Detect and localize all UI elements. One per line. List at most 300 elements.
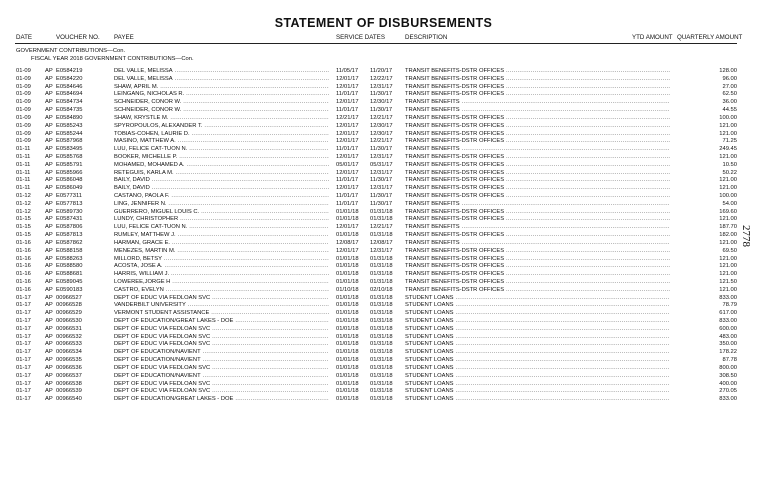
table-row [0, 123, 767, 131]
row-service-start: 12/21/17 [336, 114, 359, 121]
row-voucher: E0587431 [56, 216, 83, 223]
row-date: 01-16 [16, 271, 31, 278]
row-amount: 10.50 [722, 161, 737, 168]
row-service-start: 01/01/18 [336, 372, 359, 379]
row-service-end: 02/10/18 [370, 286, 393, 293]
row-service-end: 12/31/17 [370, 83, 393, 90]
row-date: 01-12 [16, 208, 31, 215]
row-service-end: 01/31/18 [370, 318, 393, 324]
row-amount: 483.00 [719, 333, 737, 340]
row-voucher: E0589045 [56, 278, 83, 285]
table-row [0, 232, 767, 240]
row-amount: 350.00 [719, 341, 737, 348]
row-payee: DEPT OF EDUC VIA FEDLOAN SVC ..... [114, 341, 329, 349]
row-description: TRANSIT BENEFITS-DSTR OFFICES ..... [405, 185, 670, 193]
row-description: STUDENT LOANS ..... [405, 357, 670, 365]
table-row [0, 201, 767, 209]
row-date: 01-15 [16, 232, 31, 239]
row-description: TRANSIT BENEFITS ..... [405, 224, 670, 232]
row-voucher: E0577311 [56, 193, 83, 199]
table-row [0, 381, 767, 389]
row-service-start: 01/01/18 [336, 364, 359, 371]
row-description: TRANSIT BENEFITS ..... [405, 146, 670, 154]
row-service-start: 01/01/18 [336, 208, 359, 215]
row-amount: 121.00 [719, 271, 737, 278]
row-service-start: 12/01/17 [336, 75, 359, 82]
row-service-end: 12/30/17 [370, 99, 393, 106]
row-service-start: 01/01/18 [336, 302, 359, 309]
row-service-start: 01/01/18 [336, 357, 359, 364]
row-voucher: E0583495 [56, 146, 83, 153]
row-amount: 121.50 [719, 278, 737, 285]
table-row [0, 91, 767, 99]
row-date: 01-17 [16, 380, 31, 387]
row-date: 01-17 [16, 333, 31, 340]
table-row [0, 349, 767, 357]
row-voucher: E0584219 [56, 68, 83, 74]
row-amount: 833.00 [719, 294, 737, 301]
row-amount: 121.00 [719, 255, 737, 262]
row-payee: DEPT OF EDUCATION/NAVIENT ..... [114, 357, 329, 365]
row-payee: HARRIS, WILLIAM J. ..... [114, 271, 329, 279]
row-service-end: 01/31/18 [370, 380, 393, 387]
row-ap-code: AP [45, 216, 53, 223]
row-ap-code: AP [45, 161, 53, 168]
row-voucher: 00966539 [56, 388, 82, 395]
row-date: 01-12 [16, 200, 31, 207]
row-payee: MOHAMED, MOHAMED A. ..... [114, 162, 329, 170]
table-row [0, 318, 767, 326]
row-description: STUDENT LOANS ..... [405, 373, 670, 381]
row-amount: 71.25 [722, 138, 737, 145]
row-service-start: 01/01/18 [336, 263, 359, 270]
row-ap-code: AP [45, 372, 53, 379]
row-ap-code: AP [45, 271, 53, 278]
row-service-end: 12/21/17 [370, 138, 393, 145]
row-date: 01-16 [16, 255, 31, 262]
row-payee: LING, JENNIFER N. ..... [114, 201, 329, 209]
row-amount: 96.00 [722, 75, 737, 82]
header-payee: PAYEE [114, 34, 134, 41]
row-description: STUDENT LOANS ..... [405, 318, 670, 326]
row-voucher: E0587862 [56, 239, 83, 246]
table-row [0, 287, 767, 295]
row-payee: DEPT OF EDUC VIA FEDLOAN SVC ..... [114, 381, 329, 389]
row-service-start: 12/01/17 [336, 169, 359, 176]
row-amount: 617.00 [719, 310, 737, 317]
table-row [0, 341, 767, 349]
row-amount: 178.22 [719, 349, 737, 356]
row-amount: 121.00 [719, 122, 737, 129]
row-date: 01-16 [16, 247, 31, 254]
row-service-start: 12/01/17 [336, 122, 359, 129]
row-payee: DEL VALLE, MELISSA ..... [114, 76, 329, 84]
row-voucher: E0588580 [56, 263, 83, 270]
row-amount: 128.00 [719, 68, 737, 74]
row-payee: BOOKER, MICHELLE P. ..... [114, 154, 329, 162]
table-row [0, 295, 767, 303]
table-row [0, 365, 767, 373]
page-number: 2778 [740, 225, 752, 247]
row-service-end: 12/08/17 [370, 239, 393, 246]
row-date: 01-17 [16, 364, 31, 371]
table-row [0, 115, 767, 123]
row-ap-code: AP [45, 333, 53, 340]
row-service-end: 12/31/17 [370, 247, 393, 254]
row-ap-code: AP [45, 357, 53, 364]
row-description: TRANSIT BENEFITS-DSTR OFFICES ..... [405, 287, 670, 295]
row-payee: SHAW, APRIL M. ..... [114, 84, 329, 92]
row-service-start: 11/01/17 [336, 146, 359, 153]
header-description: DESCRIPTION [405, 34, 448, 41]
row-description: STUDENT LOANS ..... [405, 396, 670, 404]
row-service-end: 12/22/17 [370, 75, 393, 82]
row-date: 01-11 [16, 161, 31, 168]
table-row [0, 170, 767, 178]
row-amount: 833.00 [719, 318, 737, 324]
row-date: 01-17 [16, 372, 31, 379]
row-description: STUDENT LOANS ..... [405, 381, 670, 389]
row-voucher: E0585243 [56, 122, 83, 129]
row-service-start: 01/10/18 [336, 286, 359, 293]
row-service-start: 11/01/17 [336, 91, 359, 98]
row-voucher: E0589730 [56, 208, 83, 215]
row-date: 01-17 [16, 294, 31, 301]
row-amount: 121.00 [719, 286, 737, 293]
row-service-end: 01/31/18 [370, 271, 393, 278]
row-ap-code: AP [45, 107, 53, 114]
row-date: 01-11 [16, 177, 31, 184]
row-date: 01-16 [16, 278, 31, 285]
row-payee: DEPT OF EDUC VIA FEDLOAN SVC ..... [114, 334, 329, 342]
row-description: TRANSIT BENEFITS-DSTR OFFICES ..... [405, 256, 670, 264]
row-service-end: 12/30/17 [370, 130, 393, 137]
row-service-end: 01/31/18 [370, 364, 393, 371]
row-service-start: 01/01/18 [336, 271, 359, 278]
row-voucher: E0588158 [56, 247, 83, 254]
row-ap-code: AP [45, 99, 53, 106]
row-ap-code: AP [45, 286, 53, 293]
table-row [0, 216, 767, 224]
row-voucher: E0585768 [56, 153, 83, 160]
row-payee: HARMAN, GRACE E. ..... [114, 240, 329, 248]
row-voucher: E0587968 [56, 138, 83, 145]
row-service-end: 11/30/17 [370, 200, 393, 207]
row-date: 01-09 [16, 99, 31, 106]
row-service-end: 01/31/18 [370, 333, 393, 340]
row-amount: 600.00 [719, 325, 737, 332]
row-ap-code: AP [45, 177, 53, 184]
table-row [0, 326, 767, 334]
row-ap-code: AP [45, 341, 53, 348]
table-row [0, 154, 767, 162]
header-voucher: VOUCHER NO. [56, 34, 100, 41]
row-description: STUDENT LOANS ..... [405, 302, 670, 310]
row-description: STUDENT LOANS ..... [405, 349, 670, 357]
row-description: TRANSIT BENEFITS-DSTR OFFICES ..... [405, 170, 670, 178]
row-payee: DEPT OF EDUC VIA FEDLOAN SVC ..... [114, 388, 329, 396]
row-voucher: 00966533 [56, 341, 82, 348]
table-row [0, 396, 767, 404]
row-ap-code: AP [45, 278, 53, 285]
row-voucher: 00966528 [56, 302, 82, 309]
row-ap-code: AP [45, 396, 53, 403]
row-date: 01-09 [16, 138, 31, 145]
row-description: TRANSIT BENEFITS ..... [405, 107, 670, 115]
row-amount: 121.00 [719, 185, 737, 192]
row-description: TRANSIT BENEFITS-DSTR OFFICES ..... [405, 193, 670, 201]
row-ap-code: AP [45, 75, 53, 82]
row-ap-code: AP [45, 349, 53, 356]
row-description: TRANSIT BENEFITS-DSTR OFFICES ..... [405, 263, 670, 271]
header-ytd-amount: YTD AMOUNT [632, 34, 673, 41]
row-description: TRANSIT BENEFITS-DSTR OFFICES ..... [405, 271, 670, 279]
row-amount: 44.55 [722, 107, 737, 114]
row-service-start: 01/01/18 [336, 255, 359, 262]
row-description: TRANSIT BENEFITS-DSTR OFFICES ..... [405, 209, 670, 217]
row-service-end: 01/31/18 [370, 349, 393, 356]
row-payee: SPYROPOULOS, ALEXANDER T. ..... [114, 123, 329, 131]
row-ap-code: AP [45, 130, 53, 137]
table-row [0, 99, 767, 107]
row-date: 01-12 [16, 193, 31, 199]
row-ap-code: AP [45, 224, 53, 231]
row-ap-code: AP [45, 114, 53, 121]
row-description: TRANSIT BENEFITS-DSTR OFFICES ..... [405, 68, 670, 76]
row-description: TRANSIT BENEFITS-DSTR OFFICES ..... [405, 154, 670, 162]
row-service-end: 01/31/18 [370, 396, 393, 403]
row-payee: MENEZES, MARTIN M. ..... [114, 248, 329, 256]
row-service-end: 11/30/17 [370, 193, 393, 199]
row-date: 01-09 [16, 75, 31, 82]
row-description: TRANSIT BENEFITS-DSTR OFFICES ..... [405, 248, 670, 256]
table-row [0, 388, 767, 396]
table-row [0, 240, 767, 248]
row-voucher: 00966537 [56, 372, 82, 379]
row-amount: 121.00 [719, 239, 737, 246]
row-description: TRANSIT BENEFITS-DSTR OFFICES ..... [405, 177, 670, 185]
row-description: TRANSIT BENEFITS-DSTR OFFICES ..... [405, 232, 670, 240]
row-description: TRANSIT BENEFITS ..... [405, 201, 670, 209]
row-date: 01-17 [16, 388, 31, 395]
row-payee: MILLORD, BETSY ..... [114, 256, 329, 264]
row-service-end: 01/31/18 [370, 255, 393, 262]
row-voucher: E0586049 [56, 185, 83, 192]
row-date: 01-09 [16, 107, 31, 114]
row-service-end: 01/31/18 [370, 294, 393, 301]
row-amount: 36.00 [722, 99, 737, 106]
row-service-end: 01/31/18 [370, 232, 393, 239]
row-voucher: E0584694 [56, 91, 83, 98]
table-row [0, 146, 767, 154]
row-date: 01-17 [16, 325, 31, 332]
row-ap-code: AP [45, 364, 53, 371]
table-row [0, 209, 767, 217]
row-payee: SHAW, KRYSTLE M. ..... [114, 115, 329, 123]
row-service-start: 12/01/17 [336, 138, 359, 145]
table-row [0, 68, 767, 76]
row-voucher: E0584220 [56, 75, 83, 82]
row-description: TRANSIT BENEFITS-DSTR OFFICES ..... [405, 216, 670, 224]
row-voucher: E0577813 [56, 200, 83, 207]
header-rule [15, 43, 737, 44]
row-date: 01-16 [16, 239, 31, 246]
row-service-start: 01/01/18 [336, 310, 359, 317]
row-date: 01-17 [16, 396, 31, 403]
row-description: TRANSIT BENEFITS-DSTR OFFICES ..... [405, 138, 670, 146]
row-description: STUDENT LOANS ..... [405, 341, 670, 349]
row-date: 01-09 [16, 122, 31, 129]
row-voucher: 00966530 [56, 318, 82, 324]
row-service-end: 01/31/18 [370, 278, 393, 285]
table-row [0, 224, 767, 232]
row-date: 01-15 [16, 224, 31, 231]
table-row [0, 310, 767, 318]
row-amount: 187.70 [719, 224, 737, 231]
row-ap-code: AP [45, 318, 53, 324]
row-payee: BAILY, DAVID ..... [114, 177, 329, 185]
table-row [0, 256, 767, 264]
row-service-end: 11/30/17 [370, 177, 393, 184]
row-description: TRANSIT BENEFITS-DSTR OFFICES ..... [405, 76, 670, 84]
row-amount: 100.00 [719, 114, 737, 121]
row-voucher: E0587806 [56, 224, 83, 231]
row-voucher: E0586048 [56, 177, 83, 184]
row-description: TRANSIT BENEFITS ..... [405, 240, 670, 248]
row-description: STUDENT LOANS ..... [405, 388, 670, 396]
row-payee: RETEGUIS, KARLA M. ..... [114, 170, 329, 178]
row-ap-code: AP [45, 239, 53, 246]
row-service-end: 01/31/18 [370, 388, 393, 395]
row-payee: LUU, FELICE CAT-TUON N. ..... [114, 146, 329, 154]
row-amount: 249.45 [719, 146, 737, 153]
row-service-start: 01/01/18 [336, 388, 359, 395]
row-service-start: 12/01/17 [336, 83, 359, 90]
row-payee: DEPT OF EDUC VIA FEDLOAN SVC ..... [114, 326, 329, 334]
row-date: 01-17 [16, 302, 31, 309]
row-voucher: E0584646 [56, 83, 83, 90]
table-row [0, 193, 767, 201]
row-payee: VANDERBILT UNIVERSITY ..... [114, 302, 329, 310]
row-description: STUDENT LOANS ..... [405, 326, 670, 334]
row-date: 01-17 [16, 349, 31, 356]
row-payee: LUU, FELICE CAT-TUON N. ..... [114, 224, 329, 232]
row-voucher: E0585791 [56, 161, 83, 168]
row-service-end: 12/30/17 [370, 122, 393, 129]
row-description: STUDENT LOANS ..... [405, 310, 670, 318]
row-date: 01-09 [16, 68, 31, 74]
row-date: 01-09 [16, 83, 31, 90]
row-service-start: 11/01/17 [336, 193, 359, 199]
section-heading: GOVERNMENT CONTRIBUTIONS—Con. [16, 48, 126, 54]
table-row [0, 162, 767, 170]
row-amount: 50.22 [722, 169, 737, 176]
row-amount: 27.00 [722, 83, 737, 90]
row-voucher: E0588263 [56, 255, 83, 262]
row-description: STUDENT LOANS ..... [405, 365, 670, 373]
row-service-end: 01/31/18 [370, 325, 393, 332]
row-amount: 121.00 [719, 263, 737, 270]
row-date: 01-16 [16, 263, 31, 270]
row-service-end: 01/31/18 [370, 208, 393, 215]
row-ap-code: AP [45, 68, 53, 74]
row-service-start: 01/01/18 [336, 325, 359, 332]
row-payee: SCHNEIDER, CONOR W. ..... [114, 107, 329, 115]
row-ap-code: AP [45, 310, 53, 317]
row-voucher: E0584890 [56, 114, 83, 121]
row-payee: DEPT OF EDUCATION/GREAT LAKES - DOE ..... [114, 318, 329, 326]
row-date: 01-17 [16, 357, 31, 364]
row-date: 01-09 [16, 91, 31, 98]
row-service-start: 12/01/17 [336, 130, 359, 137]
row-voucher: 00966529 [56, 310, 82, 317]
page-title: STATEMENT OF DISBURSEMENTS [274, 16, 493, 30]
row-amount: 121.00 [719, 153, 737, 160]
row-ap-code: AP [45, 138, 53, 145]
row-service-end: 12/21/17 [370, 114, 393, 121]
row-date: 01-15 [16, 216, 31, 223]
table-row [0, 334, 767, 342]
row-payee: CASTANO, PAOLA F. ..... [114, 193, 329, 201]
table-row [0, 107, 767, 115]
row-amount: 121.00 [719, 130, 737, 137]
row-amount: 69.50 [722, 247, 737, 254]
row-amount: 308.50 [719, 372, 737, 379]
table-row [0, 84, 767, 92]
column-headers [0, 34, 767, 43]
row-payee: DEPT OF EDUC VIA FEDLOAN SVC ..... [114, 295, 329, 303]
row-voucher: 00966532 [56, 333, 82, 340]
row-service-end: 12/31/17 [370, 185, 393, 192]
row-service-start: 11/01/17 [336, 177, 359, 184]
row-ap-code: AP [45, 208, 53, 215]
table-row [0, 302, 767, 310]
table-row [0, 357, 767, 365]
row-amount: 182.00 [719, 232, 737, 239]
row-service-start: 12/01/17 [336, 224, 359, 231]
row-date: 01-17 [16, 310, 31, 317]
row-voucher: 00966536 [56, 364, 82, 371]
row-ap-code: AP [45, 247, 53, 254]
row-service-start: 01/01/18 [336, 216, 359, 223]
row-description: TRANSIT BENEFITS-DSTR OFFICES ..... [405, 91, 670, 99]
row-service-start: 01/01/18 [336, 380, 359, 387]
row-ap-code: AP [45, 153, 53, 160]
row-voucher: E0584734 [56, 99, 83, 106]
row-payee: LEINGANG, NICHOLAS R. ..... [114, 91, 329, 99]
row-payee: DEPT OF EDUCATION/GREAT LAKES - DOE ..... [114, 396, 329, 404]
row-amount: 78.79 [722, 302, 737, 309]
row-service-start: 01/01/18 [336, 396, 359, 403]
table-row [0, 248, 767, 256]
row-voucher: E0584735 [56, 107, 83, 114]
row-description: TRANSIT BENEFITS-DSTR OFFICES ..... [405, 131, 670, 139]
row-ap-code: AP [45, 146, 53, 153]
row-ap-code: AP [45, 169, 53, 176]
header-date: DATE [16, 34, 33, 41]
row-date: 01-09 [16, 114, 31, 121]
row-voucher: E0585244 [56, 130, 83, 137]
row-date: 01-11 [16, 153, 31, 160]
row-description: TRANSIT BENEFITS-DSTR OFFICES ..... [405, 123, 670, 131]
row-service-start: 01/01/18 [336, 349, 359, 356]
row-description: TRANSIT BENEFITS-DSTR OFFICES ..... [405, 162, 670, 170]
row-voucher: 00966527 [56, 294, 82, 301]
row-ap-code: AP [45, 91, 53, 98]
row-service-end: 01/31/18 [370, 310, 393, 317]
row-ap-code: AP [45, 232, 53, 239]
row-voucher: 00966535 [56, 357, 82, 364]
